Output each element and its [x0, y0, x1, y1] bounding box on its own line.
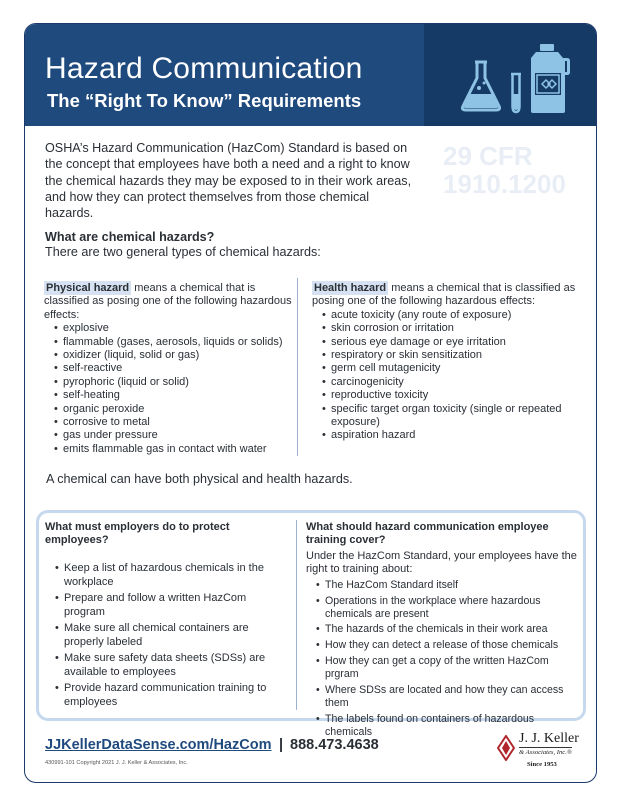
- list-item: • carcinogenicity: [322, 376, 580, 389]
- box-divider: [296, 520, 297, 710]
- employers-list: [45, 561, 285, 709]
- health-hazard-definition: means a chemical that is classified as posing one of the following hazardous effects:: [312, 282, 576, 308]
- list-item: • The HazCom Standard itself: [316, 579, 578, 592]
- list-item: • How they can get a copy of the written HazCom prgram: [316, 655, 578, 681]
- page-title: Hazard Communication: [45, 52, 363, 85]
- chemical-hazards-heading: What are chemical hazards?: [45, 230, 215, 244]
- list-item: • aspiration hazard: [322, 429, 580, 442]
- training-list: [306, 579, 578, 739]
- list-item: • Make sure all chemical containers are properly labeled: [55, 621, 285, 649]
- list-item: • emits flammable gas in contact with water: [54, 443, 294, 456]
- cfr-watermark: 29 CFR 1910.1200: [443, 141, 566, 199]
- list-item: • flammable (gases, aerosols, liquids or solids): [54, 336, 294, 349]
- physical-hazard-list: [42, 322, 294, 456]
- list-item: • Keep a list of hazardous chemicals in the workplace: [55, 561, 285, 589]
- flask-icon: [459, 60, 503, 112]
- list-item: • pyrophoric (liquid or solid): [54, 376, 294, 389]
- phone-number[interactable]: 888.473.4638: [290, 737, 379, 753]
- list-item: • Make sure safety data sheets (SDSs) are available to employees: [55, 651, 285, 679]
- list-item: • acute toxicity (any route of exposure): [322, 309, 580, 322]
- jj-keller-logo: J. J. Keller & Associates, Inc.® Since 1953: [497, 731, 583, 775]
- list-item: • Prepare and follow a written HazCom program: [55, 591, 285, 619]
- list-item: • Where SDSs are located and how they can access them: [316, 684, 578, 710]
- health-hazard-term: Health hazard: [314, 282, 387, 294]
- list-item: • serious eye damage or eye irritation: [322, 336, 580, 349]
- intro-paragraph: OSHA’s Hazard Communication (HazCom) Standard is based on the concept that employees have both a need and a right to know the chemical hazards they may be exposed to in their work areas, and how they can protect themselves from those chemical hazards.: [45, 141, 412, 221]
- list-item: • skin corrosion or irritation: [322, 322, 580, 335]
- list-item: • The labels found on containers of hazardous chemicals: [316, 713, 578, 739]
- employers-heading: What must employers do to protect employees?: [45, 521, 230, 546]
- footer-separator: |: [279, 737, 284, 753]
- list-item: • germ cell mutagenicity: [322, 362, 580, 375]
- list-item: • reproductive toxicity: [322, 389, 580, 402]
- fact-sheet: [24, 23, 597, 783]
- list-item: • organic peroxide: [54, 403, 294, 416]
- health-hazard-list: [310, 309, 580, 443]
- physical-hazard-term: Physical hazard: [46, 282, 130, 294]
- chemical-hazards-answer: There are two general types of chemical hazards:: [45, 245, 321, 259]
- list-item: • Provide hazard communication training to employees: [55, 681, 285, 709]
- training-intro: Under the HazCom Standard, your employees have the right to training about:: [306, 550, 577, 576]
- chemical-jug-icon: [527, 43, 573, 115]
- physical-hazard-section: [42, 282, 294, 456]
- copyright: 430991-101 Copyright 2021 J. J. Keller & Associates, Inc.: [45, 760, 188, 766]
- test-tube-icon: [509, 72, 523, 114]
- list-item: • Operations in the workplace where hazardous chemicals are present: [316, 595, 578, 621]
- list-item: • explosive: [54, 322, 294, 335]
- list-item: • self-heating: [54, 389, 294, 402]
- health-hazard-section: [310, 282, 580, 443]
- list-item: • respiratory or skin sensitization: [322, 349, 580, 362]
- physical-hazard-definition: means a chemical that is classified as posing one of the following hazardous effects:: [44, 282, 292, 321]
- keller-diamond-icon: [497, 735, 515, 761]
- list-item: • corrosive to metal: [54, 416, 294, 429]
- list-item: • oxidizer (liquid, solid or gas): [54, 349, 294, 362]
- training-section: [306, 521, 578, 742]
- list-item: • The hazards of the chemicals in their work area: [316, 623, 578, 636]
- list-item: • specific target organ toxicity (single or repeated exposure): [322, 403, 580, 430]
- training-heading: What should hazard communication employee training cover?: [306, 521, 549, 546]
- website-link[interactable]: JJKellerDataSense.com/HazCom: [45, 737, 272, 753]
- list-item: • self-reactive: [54, 362, 294, 375]
- both-hazards-note: A chemical can have both physical and health hazards.: [46, 472, 353, 486]
- list-item: • How they can detect a release of those chemicals: [316, 639, 578, 652]
- employers-section: [45, 521, 285, 711]
- list-item: • gas under pressure: [54, 429, 294, 442]
- page-subtitle: The “Right To Know” Requirements: [47, 90, 362, 111]
- column-divider: [297, 278, 298, 456]
